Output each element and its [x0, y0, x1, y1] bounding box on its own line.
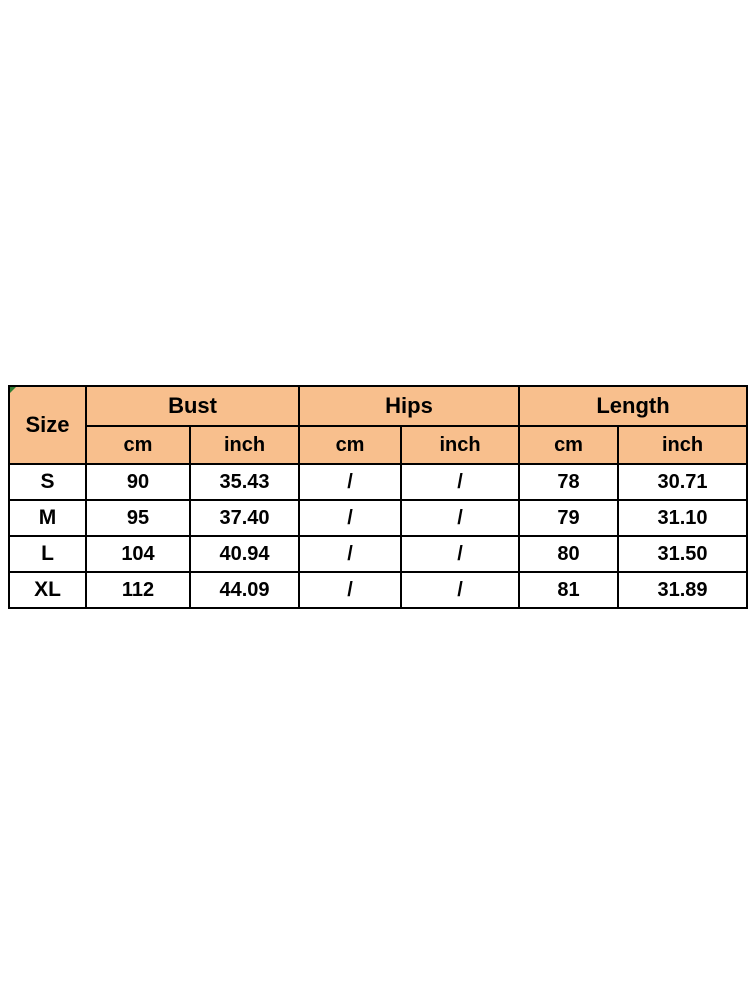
- cell-m-length-inch: 31.10: [618, 500, 747, 536]
- table-row-xl: [9, 572, 747, 608]
- subheader-hips-inch: inch: [401, 426, 519, 464]
- table-row-m: [9, 500, 747, 536]
- cell-s-hips-inch: /: [401, 464, 519, 500]
- cell-s-size: S: [9, 464, 86, 500]
- cell-s-length-inch: 30.71: [618, 464, 747, 500]
- cell-l-size: L: [9, 536, 86, 572]
- cell-error-marker-icon: [10, 387, 16, 393]
- cell-m-length-cm: 79: [519, 500, 618, 536]
- cell-s-bust-cm: 90: [86, 464, 190, 500]
- cell-xl-bust-inch: 44.09: [190, 572, 299, 608]
- table-row-s: [9, 464, 747, 500]
- cell-l-length-inch: 31.50: [618, 536, 747, 572]
- cell-xl-hips-inch: /: [401, 572, 519, 608]
- cell-l-length-cm: 80: [519, 536, 618, 572]
- cell-s-bust-inch: 35.43: [190, 464, 299, 500]
- column-group-hips: Hips: [299, 386, 519, 426]
- column-group-bust: Bust: [86, 386, 299, 426]
- cell-xl-bust-cm: 112: [86, 572, 190, 608]
- cell-m-bust-inch: 37.40: [190, 500, 299, 536]
- cell-l-hips-inch: /: [401, 536, 519, 572]
- cell-m-bust-cm: 95: [86, 500, 190, 536]
- subheader-length-cm: cm: [519, 426, 618, 464]
- table-row-l: [9, 536, 747, 572]
- subheader-hips-cm: cm: [299, 426, 401, 464]
- cell-l-bust-cm: 104: [86, 536, 190, 572]
- cell-l-hips-cm: /: [299, 536, 401, 572]
- subheader-length-inch: inch: [618, 426, 747, 464]
- column-header-size: Size: [9, 386, 86, 464]
- cell-m-size: M: [9, 500, 86, 536]
- cell-l-bust-inch: 40.94: [190, 536, 299, 572]
- size-chart: [8, 385, 748, 609]
- cell-xl-length-inch: 31.89: [618, 572, 747, 608]
- subheader-bust-cm: cm: [86, 426, 190, 464]
- cell-xl-length-cm: 81: [519, 572, 618, 608]
- cell-m-hips-inch: /: [401, 500, 519, 536]
- cell-xl-hips-cm: /: [299, 572, 401, 608]
- cell-s-length-cm: 78: [519, 464, 618, 500]
- subheader-bust-inch: inch: [190, 426, 299, 464]
- cell-s-hips-cm: /: [299, 464, 401, 500]
- cell-m-hips-cm: /: [299, 500, 401, 536]
- cell-xl-size: XL: [9, 572, 86, 608]
- column-group-length: Length: [519, 386, 747, 426]
- size-chart-table: [8, 385, 748, 609]
